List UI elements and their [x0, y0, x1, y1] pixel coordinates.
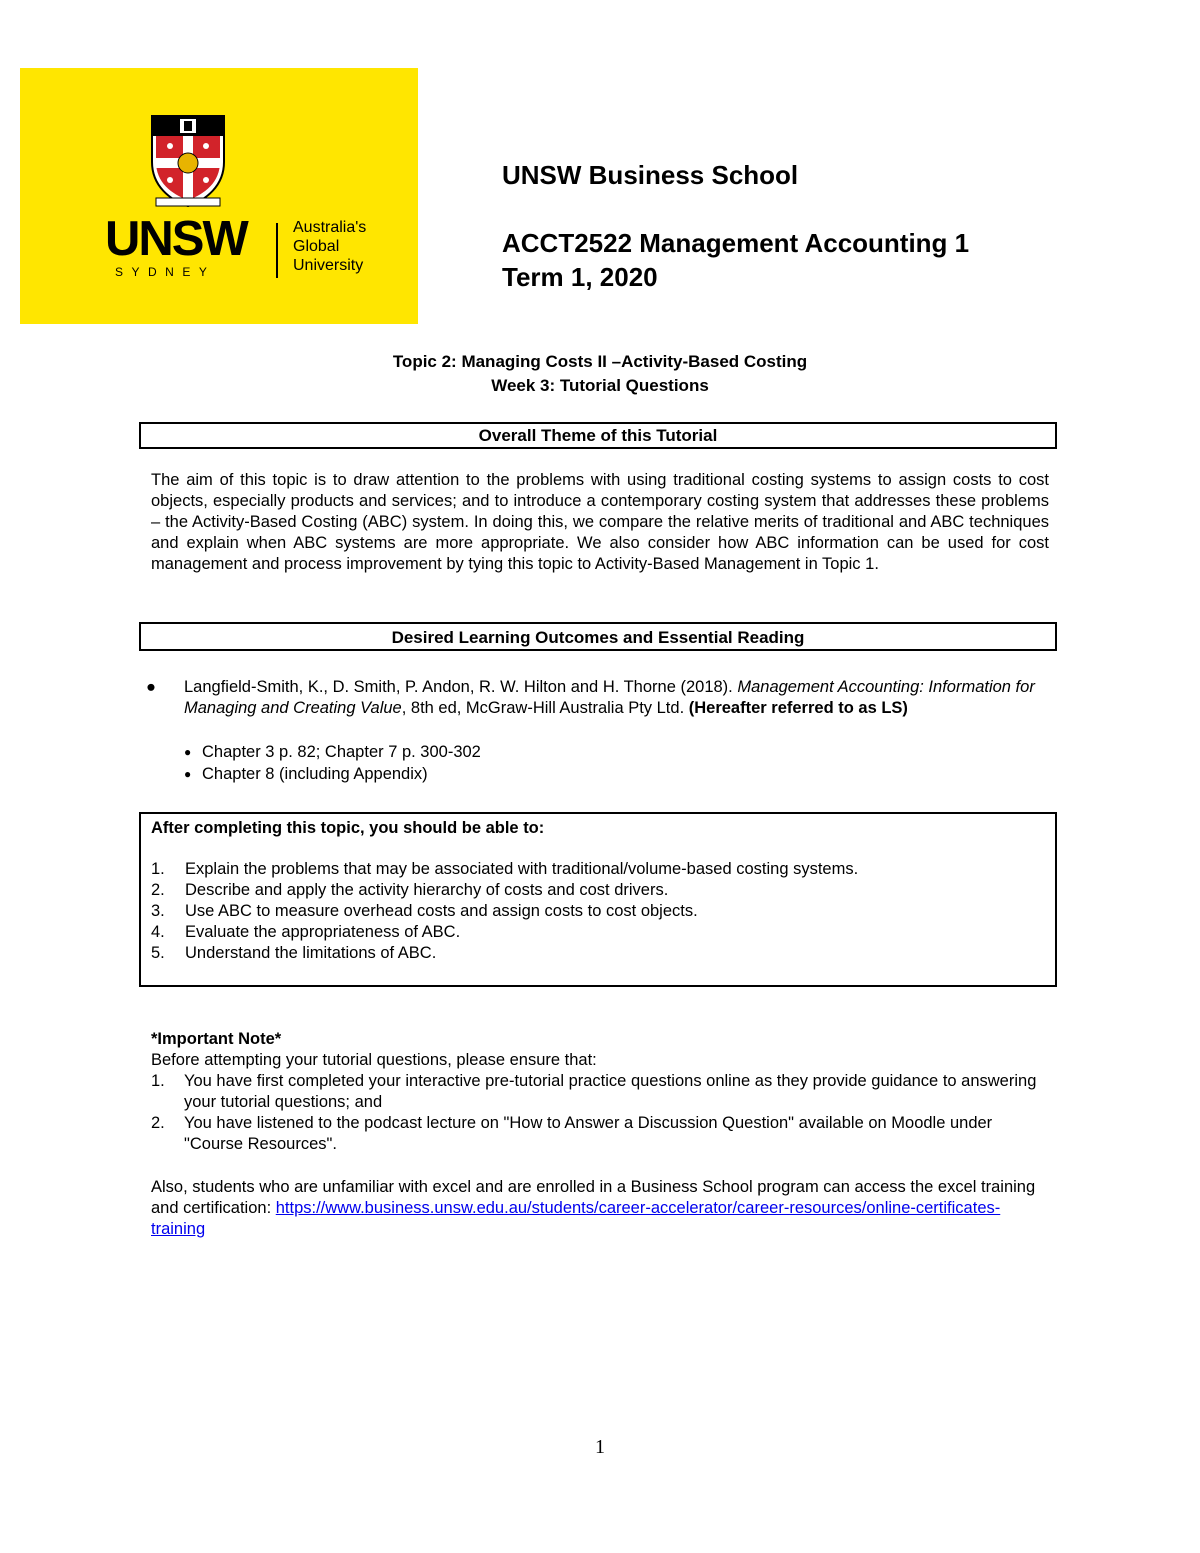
excel-training-text: Also, students who are unfamiliar with excel and are enrolled in a Business School program can access the excel training and certification:: [151, 1178, 1036, 1217]
theme-paragraph: The aim of this topic is to draw attention to the problems with using traditional costing systems to assign costs to cost objects, especially products and services; and to introduce a contemporary costing system that addresses these problems – the Activity-Based Costing (ABC) system. In doing this, we compare the relative merits of traditional and ABC techniques and explain when ABC systems are more appropriate. We also consider how ABC information can be used for cost management and process improvement by tying this topic to Activity-Based Management in Topic 1.: [151, 471, 1049, 573]
item-number: 1.: [151, 860, 165, 878]
tagline-line: Australia's: [293, 219, 367, 236]
reference-authors: Langfield-Smith, K., D. Smith, P. Andon, R. W. Hilton and H. Thorne (2018).: [184, 678, 738, 696]
outcomes-heading: Desired Learning Outcomes and Essential Reading: [391, 628, 805, 647]
logo-tagline: [293, 218, 366, 275]
item-number: 1.: [151, 1072, 165, 1090]
important-note-heading: *Important Note*: [151, 1030, 282, 1048]
term-title: Term 1, 2020: [502, 262, 658, 292]
item-number: 3.: [151, 902, 165, 920]
theme-heading-box: [139, 422, 1057, 449]
logo-sydney: SYDNEY: [115, 265, 216, 279]
important-note-intro: Before attempting your tutorial questions, please ensure that:: [151, 1051, 597, 1069]
outcomes-heading-box: [139, 622, 1057, 651]
item-text: You have listened to the podcast lecture on "How to Answer a Discussion Question" available on Moodle under "Course Resources".: [184, 1114, 993, 1153]
bullet-icon: ●: [146, 678, 156, 696]
excel-training-link[interactable]: https://www.business.unsw.edu.au/students/career-accelerator/career-resources/online-certificates-training: [151, 1199, 1001, 1238]
chapter-text: Chapter 3 p. 82; Chapter 7 p. 300-302: [202, 743, 481, 761]
item-number: 2.: [151, 1114, 165, 1132]
unsw-logo: [20, 68, 418, 324]
learning-outcomes-box: [139, 812, 1057, 987]
topic-heading: Topic 2: Managing Costs II –Activity-Based Costing: [392, 352, 808, 371]
item-number: 4.: [151, 923, 165, 941]
item-number: 2.: [151, 881, 165, 899]
bullet-icon: ●: [184, 767, 192, 781]
excel-training-paragraph: [151, 1177, 1051, 1240]
reference-note: (Hereafter referred to as LS): [688, 699, 908, 717]
chapter-text: Chapter 8 (including Appendix): [202, 765, 428, 783]
page-number: 1: [595, 1436, 605, 1458]
item-text: Evaluate the appropriateness of ABC.: [185, 923, 461, 941]
item-text: You have first completed your interactive pre-tutorial practice questions online as they provide guidance to answering your tutorial questions; and: [184, 1072, 1037, 1111]
outcomes-intro: After completing this topic, you should be able to:: [151, 819, 545, 837]
unsw-crest-icon: [150, 114, 226, 208]
item-text: Understand the limitations of ABC.: [185, 944, 437, 962]
item-text: Explain the problems that may be associated with traditional/volume-based costing systems.: [185, 860, 859, 878]
reference-details: , 8th ed, McGraw-Hill Australia Pty Ltd.: [401, 699, 689, 717]
reference-text: [184, 677, 1044, 719]
reference-book-title: Management Accounting: Information for Managing and Creating Value: [184, 678, 1035, 717]
item-text: Describe and apply the activity hierarchy of costs and cost drivers.: [185, 881, 669, 899]
theme-heading: Overall Theme of this Tutorial: [478, 426, 718, 445]
tagline-line: University: [293, 257, 364, 274]
course-title: ACCT2522 Management Accounting 1: [502, 228, 970, 258]
logo-divider: [276, 223, 278, 278]
tagline-line: Global: [293, 238, 340, 255]
bullet-icon: ●: [184, 745, 192, 759]
logo-wordmark: UNSW: [105, 212, 247, 266]
week-heading: Week 3: Tutorial Questions: [491, 376, 709, 395]
item-text: Use ABC to measure overhead costs and assign costs to cost objects.: [185, 902, 698, 920]
item-number: 5.: [151, 944, 165, 962]
school-title: UNSW Business School: [502, 160, 799, 190]
